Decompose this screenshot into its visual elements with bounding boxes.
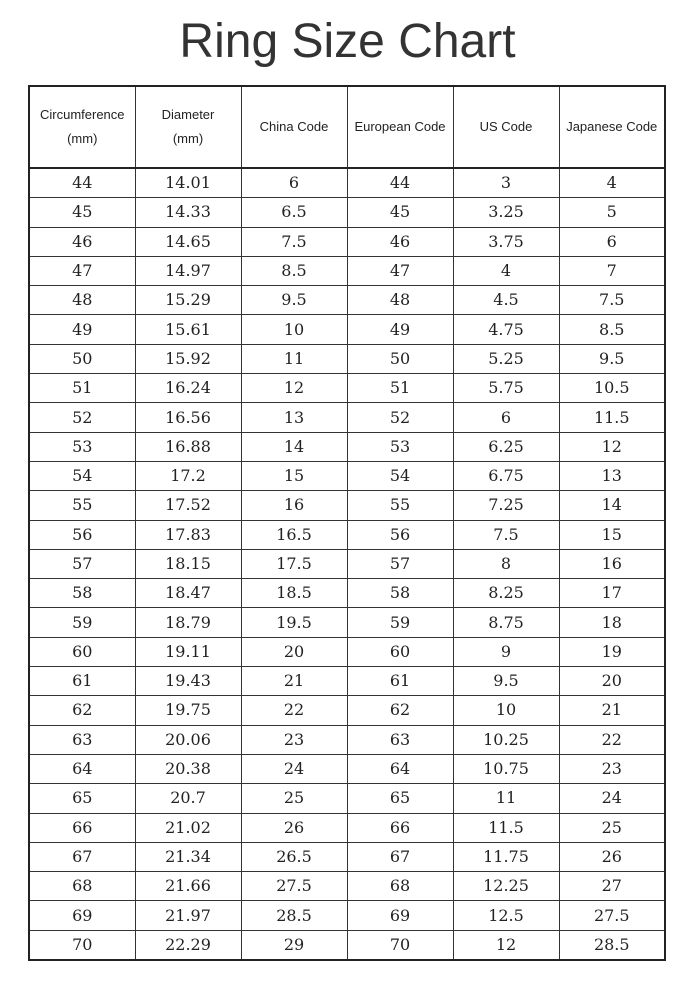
table-row: [29, 549, 665, 578]
circumference-cell: 49: [29, 315, 135, 344]
diameter-cell: 19.75: [135, 696, 241, 725]
european-code-cell: 45: [347, 198, 453, 227]
us-code-cell: 8: [453, 549, 559, 578]
china-code-cell: 17.5: [241, 549, 347, 578]
japanese-code-cell: 7.5: [559, 286, 665, 315]
china-code-cell: 23: [241, 725, 347, 754]
table-row: [29, 842, 665, 871]
china-code-cell: 27.5: [241, 872, 347, 901]
china-code-cell: 22: [241, 696, 347, 725]
european-code-cell: 60: [347, 637, 453, 666]
japanese-code-cell: 10.5: [559, 374, 665, 403]
table-body: [29, 168, 665, 960]
page-title: Ring Size Chart: [179, 15, 516, 68]
circumference-cell: 45: [29, 198, 135, 227]
european-code-cell: 69: [347, 901, 453, 930]
table-row: [29, 491, 665, 520]
table-row: [29, 432, 665, 461]
table-row: [29, 637, 665, 666]
diameter-cell: 17.83: [135, 520, 241, 549]
circumference-header: [29, 86, 135, 168]
us-code-cell: 8.25: [453, 579, 559, 608]
table-row: [29, 901, 665, 930]
european-code-cell: 50: [347, 344, 453, 373]
diameter-cell: 21.66: [135, 872, 241, 901]
circumference-cell: 64: [29, 754, 135, 783]
diameter-cell: 14.01: [135, 168, 241, 198]
european-code-cell: 55: [347, 491, 453, 520]
european-code-cell: 65: [347, 784, 453, 813]
china-code-cell: 16.5: [241, 520, 347, 549]
us-code-cell: 10: [453, 696, 559, 725]
diameter-cell: 18.79: [135, 608, 241, 637]
table-row: [29, 813, 665, 842]
us-code-cell: 10.75: [453, 754, 559, 783]
ring-size-table: [28, 85, 666, 961]
circumference-cell: 50: [29, 344, 135, 373]
diameter-cell: 20.38: [135, 754, 241, 783]
table-row: [29, 930, 665, 960]
us-code-cell: 5.75: [453, 374, 559, 403]
circumference-cell: 66: [29, 813, 135, 842]
table-row: [29, 344, 665, 373]
china-code-cell: 26: [241, 813, 347, 842]
us-code-cell: 11: [453, 784, 559, 813]
circumference-cell: 46: [29, 227, 135, 256]
diameter-cell: 15.29: [135, 286, 241, 315]
japanese-code-cell: 15: [559, 520, 665, 549]
china-code-cell: 16: [241, 491, 347, 520]
diameter-cell: 15.61: [135, 315, 241, 344]
european-code-cell: 51: [347, 374, 453, 403]
header-unit: (mm): [67, 131, 98, 146]
japanese-code-cell: 7: [559, 256, 665, 285]
china-code-cell: 28.5: [241, 901, 347, 930]
european-code-cell: 62: [347, 696, 453, 725]
us-code-cell: 3: [453, 168, 559, 198]
japanese-code-cell: 23: [559, 754, 665, 783]
diameter-cell: 16.56: [135, 403, 241, 432]
circumference-cell: 58: [29, 579, 135, 608]
china-code-cell: 21: [241, 667, 347, 696]
table-row: [29, 461, 665, 490]
header-label: Circumference: [39, 107, 125, 122]
table-row: [29, 520, 665, 549]
european-code-cell: 49: [347, 315, 453, 344]
us-code-cell: 4.75: [453, 315, 559, 344]
circumference-cell: 57: [29, 549, 135, 578]
diameter-cell: 22.29: [135, 930, 241, 960]
china-code-cell: 19.5: [241, 608, 347, 637]
us-code-cell: 3.25: [453, 198, 559, 227]
european-code-cell: 44: [347, 168, 453, 198]
china-code-cell: 11: [241, 344, 347, 373]
china-code-cell: 20: [241, 637, 347, 666]
table-row: [29, 667, 665, 696]
diameter-cell: 17.52: [135, 491, 241, 520]
china-code-cell: 18.5: [241, 579, 347, 608]
china-code-cell: 8.5: [241, 256, 347, 285]
diameter-cell: 20.7: [135, 784, 241, 813]
us-code-cell: 12: [453, 930, 559, 960]
japanese-code-header: [559, 86, 665, 168]
us-code-cell: 11.75: [453, 842, 559, 871]
japanese-code-cell: 24: [559, 784, 665, 813]
us-code-cell: 9.5: [453, 667, 559, 696]
table-row: [29, 579, 665, 608]
european-code-cell: 68: [347, 872, 453, 901]
table-row: [29, 227, 665, 256]
table-row: [29, 725, 665, 754]
japanese-code-cell: 4: [559, 168, 665, 198]
european-code-cell: 67: [347, 842, 453, 871]
japanese-code-cell: 16: [559, 549, 665, 578]
table-row: [29, 315, 665, 344]
table-row: [29, 754, 665, 783]
japanese-code-cell: 14: [559, 491, 665, 520]
circumference-cell: 61: [29, 667, 135, 696]
diameter-cell: 18.15: [135, 549, 241, 578]
circumference-cell: 60: [29, 637, 135, 666]
header-label: Diameter: [161, 107, 215, 122]
japanese-code-cell: 26: [559, 842, 665, 871]
china-code-cell: 24: [241, 754, 347, 783]
diameter-cell: 14.33: [135, 198, 241, 227]
us-code-cell: 4: [453, 256, 559, 285]
japanese-code-cell: 18: [559, 608, 665, 637]
diameter-cell: 14.65: [135, 227, 241, 256]
european-code-cell: 63: [347, 725, 453, 754]
circumference-cell: 47: [29, 256, 135, 285]
japanese-code-cell: 5: [559, 198, 665, 227]
diameter-header: [135, 86, 241, 168]
japanese-code-cell: 27: [559, 872, 665, 901]
european-code-cell: 70: [347, 930, 453, 960]
european-code-cell: 53: [347, 432, 453, 461]
circumference-cell: 69: [29, 901, 135, 930]
china-code-header: [241, 86, 347, 168]
table-row: [29, 784, 665, 813]
us-code-cell: 10.25: [453, 725, 559, 754]
japanese-code-cell: 27.5: [559, 901, 665, 930]
table-row: [29, 696, 665, 725]
circumference-cell: 44: [29, 168, 135, 198]
china-code-cell: 14: [241, 432, 347, 461]
diameter-cell: 19.11: [135, 637, 241, 666]
diameter-cell: 21.34: [135, 842, 241, 871]
table-row: [29, 872, 665, 901]
japanese-code-cell: 22: [559, 725, 665, 754]
circumference-cell: 54: [29, 461, 135, 490]
china-code-cell: 9.5: [241, 286, 347, 315]
european-code-cell: 52: [347, 403, 453, 432]
us-code-cell: 4.5: [453, 286, 559, 315]
japanese-code-cell: 9.5: [559, 344, 665, 373]
table-row: [29, 286, 665, 315]
diameter-cell: 18.47: [135, 579, 241, 608]
diameter-cell: 19.43: [135, 667, 241, 696]
diameter-cell: 17.2: [135, 461, 241, 490]
us-code-cell: 11.5: [453, 813, 559, 842]
us-code-cell: 12.25: [453, 872, 559, 901]
diameter-cell: 20.06: [135, 725, 241, 754]
china-code-cell: 12: [241, 374, 347, 403]
us-code-cell: 6.75: [453, 461, 559, 490]
table-row: [29, 198, 665, 227]
us-code-cell: 6: [453, 403, 559, 432]
china-code-cell: 6.5: [241, 198, 347, 227]
european-code-cell: 54: [347, 461, 453, 490]
header-label: China Code: [259, 119, 329, 134]
circumference-cell: 53: [29, 432, 135, 461]
us-code-cell: 9: [453, 637, 559, 666]
china-code-cell: 13: [241, 403, 347, 432]
japanese-code-cell: 13: [559, 461, 665, 490]
diameter-cell: 15.92: [135, 344, 241, 373]
table-header-row: [29, 86, 665, 168]
us-code-cell: 12.5: [453, 901, 559, 930]
circumference-cell: 70: [29, 930, 135, 960]
european-code-cell: 61: [347, 667, 453, 696]
diameter-cell: 16.88: [135, 432, 241, 461]
japanese-code-cell: 19: [559, 637, 665, 666]
china-code-cell: 6: [241, 168, 347, 198]
china-code-cell: 7.5: [241, 227, 347, 256]
circumference-cell: 52: [29, 403, 135, 432]
diameter-cell: 16.24: [135, 374, 241, 403]
european-code-cell: 58: [347, 579, 453, 608]
japanese-code-cell: 20: [559, 667, 665, 696]
header-label: Japanese Code: [566, 119, 658, 134]
us-code-cell: 6.25: [453, 432, 559, 461]
header-unit: (mm): [172, 131, 204, 146]
diameter-cell: 21.97: [135, 901, 241, 930]
diameter-cell: 21.02: [135, 813, 241, 842]
us-code-cell: 7.25: [453, 491, 559, 520]
japanese-code-cell: 25: [559, 813, 665, 842]
japanese-code-cell: 11.5: [559, 403, 665, 432]
circumference-cell: 63: [29, 725, 135, 754]
circumference-cell: 51: [29, 374, 135, 403]
china-code-cell: 25: [241, 784, 347, 813]
european-code-cell: 64: [347, 754, 453, 783]
china-code-cell: 10: [241, 315, 347, 344]
european-code-cell: 57: [347, 549, 453, 578]
european-code-cell: 47: [347, 256, 453, 285]
circumference-cell: 55: [29, 491, 135, 520]
us-code-header: [453, 86, 559, 168]
circumference-cell: 48: [29, 286, 135, 315]
japanese-code-cell: 28.5: [559, 930, 665, 960]
table-row: [29, 374, 665, 403]
circumference-cell: 56: [29, 520, 135, 549]
us-code-cell: 8.75: [453, 608, 559, 637]
table-row: [29, 256, 665, 285]
us-code-cell: 3.75: [453, 227, 559, 256]
us-code-cell: 5.25: [453, 344, 559, 373]
table-row: [29, 168, 665, 198]
circumference-cell: 67: [29, 842, 135, 871]
china-code-cell: 15: [241, 461, 347, 490]
european-code-header: [347, 86, 453, 168]
japanese-code-cell: 6: [559, 227, 665, 256]
circumference-cell: 68: [29, 872, 135, 901]
header-label: European Code: [354, 119, 446, 134]
european-code-cell: 46: [347, 227, 453, 256]
japanese-code-cell: 21: [559, 696, 665, 725]
japanese-code-cell: 17: [559, 579, 665, 608]
circumference-cell: 65: [29, 784, 135, 813]
european-code-cell: 59: [347, 608, 453, 637]
european-code-cell: 56: [347, 520, 453, 549]
european-code-cell: 66: [347, 813, 453, 842]
header-label: US Code: [479, 119, 533, 134]
diameter-cell: 14.97: [135, 256, 241, 285]
us-code-cell: 7.5: [453, 520, 559, 549]
circumference-cell: 59: [29, 608, 135, 637]
table-row: [29, 608, 665, 637]
japanese-code-cell: 8.5: [559, 315, 665, 344]
european-code-cell: 48: [347, 286, 453, 315]
circumference-cell: 62: [29, 696, 135, 725]
china-code-cell: 26.5: [241, 842, 347, 871]
china-code-cell: 29: [241, 930, 347, 960]
japanese-code-cell: 12: [559, 432, 665, 461]
table-row: [29, 403, 665, 432]
